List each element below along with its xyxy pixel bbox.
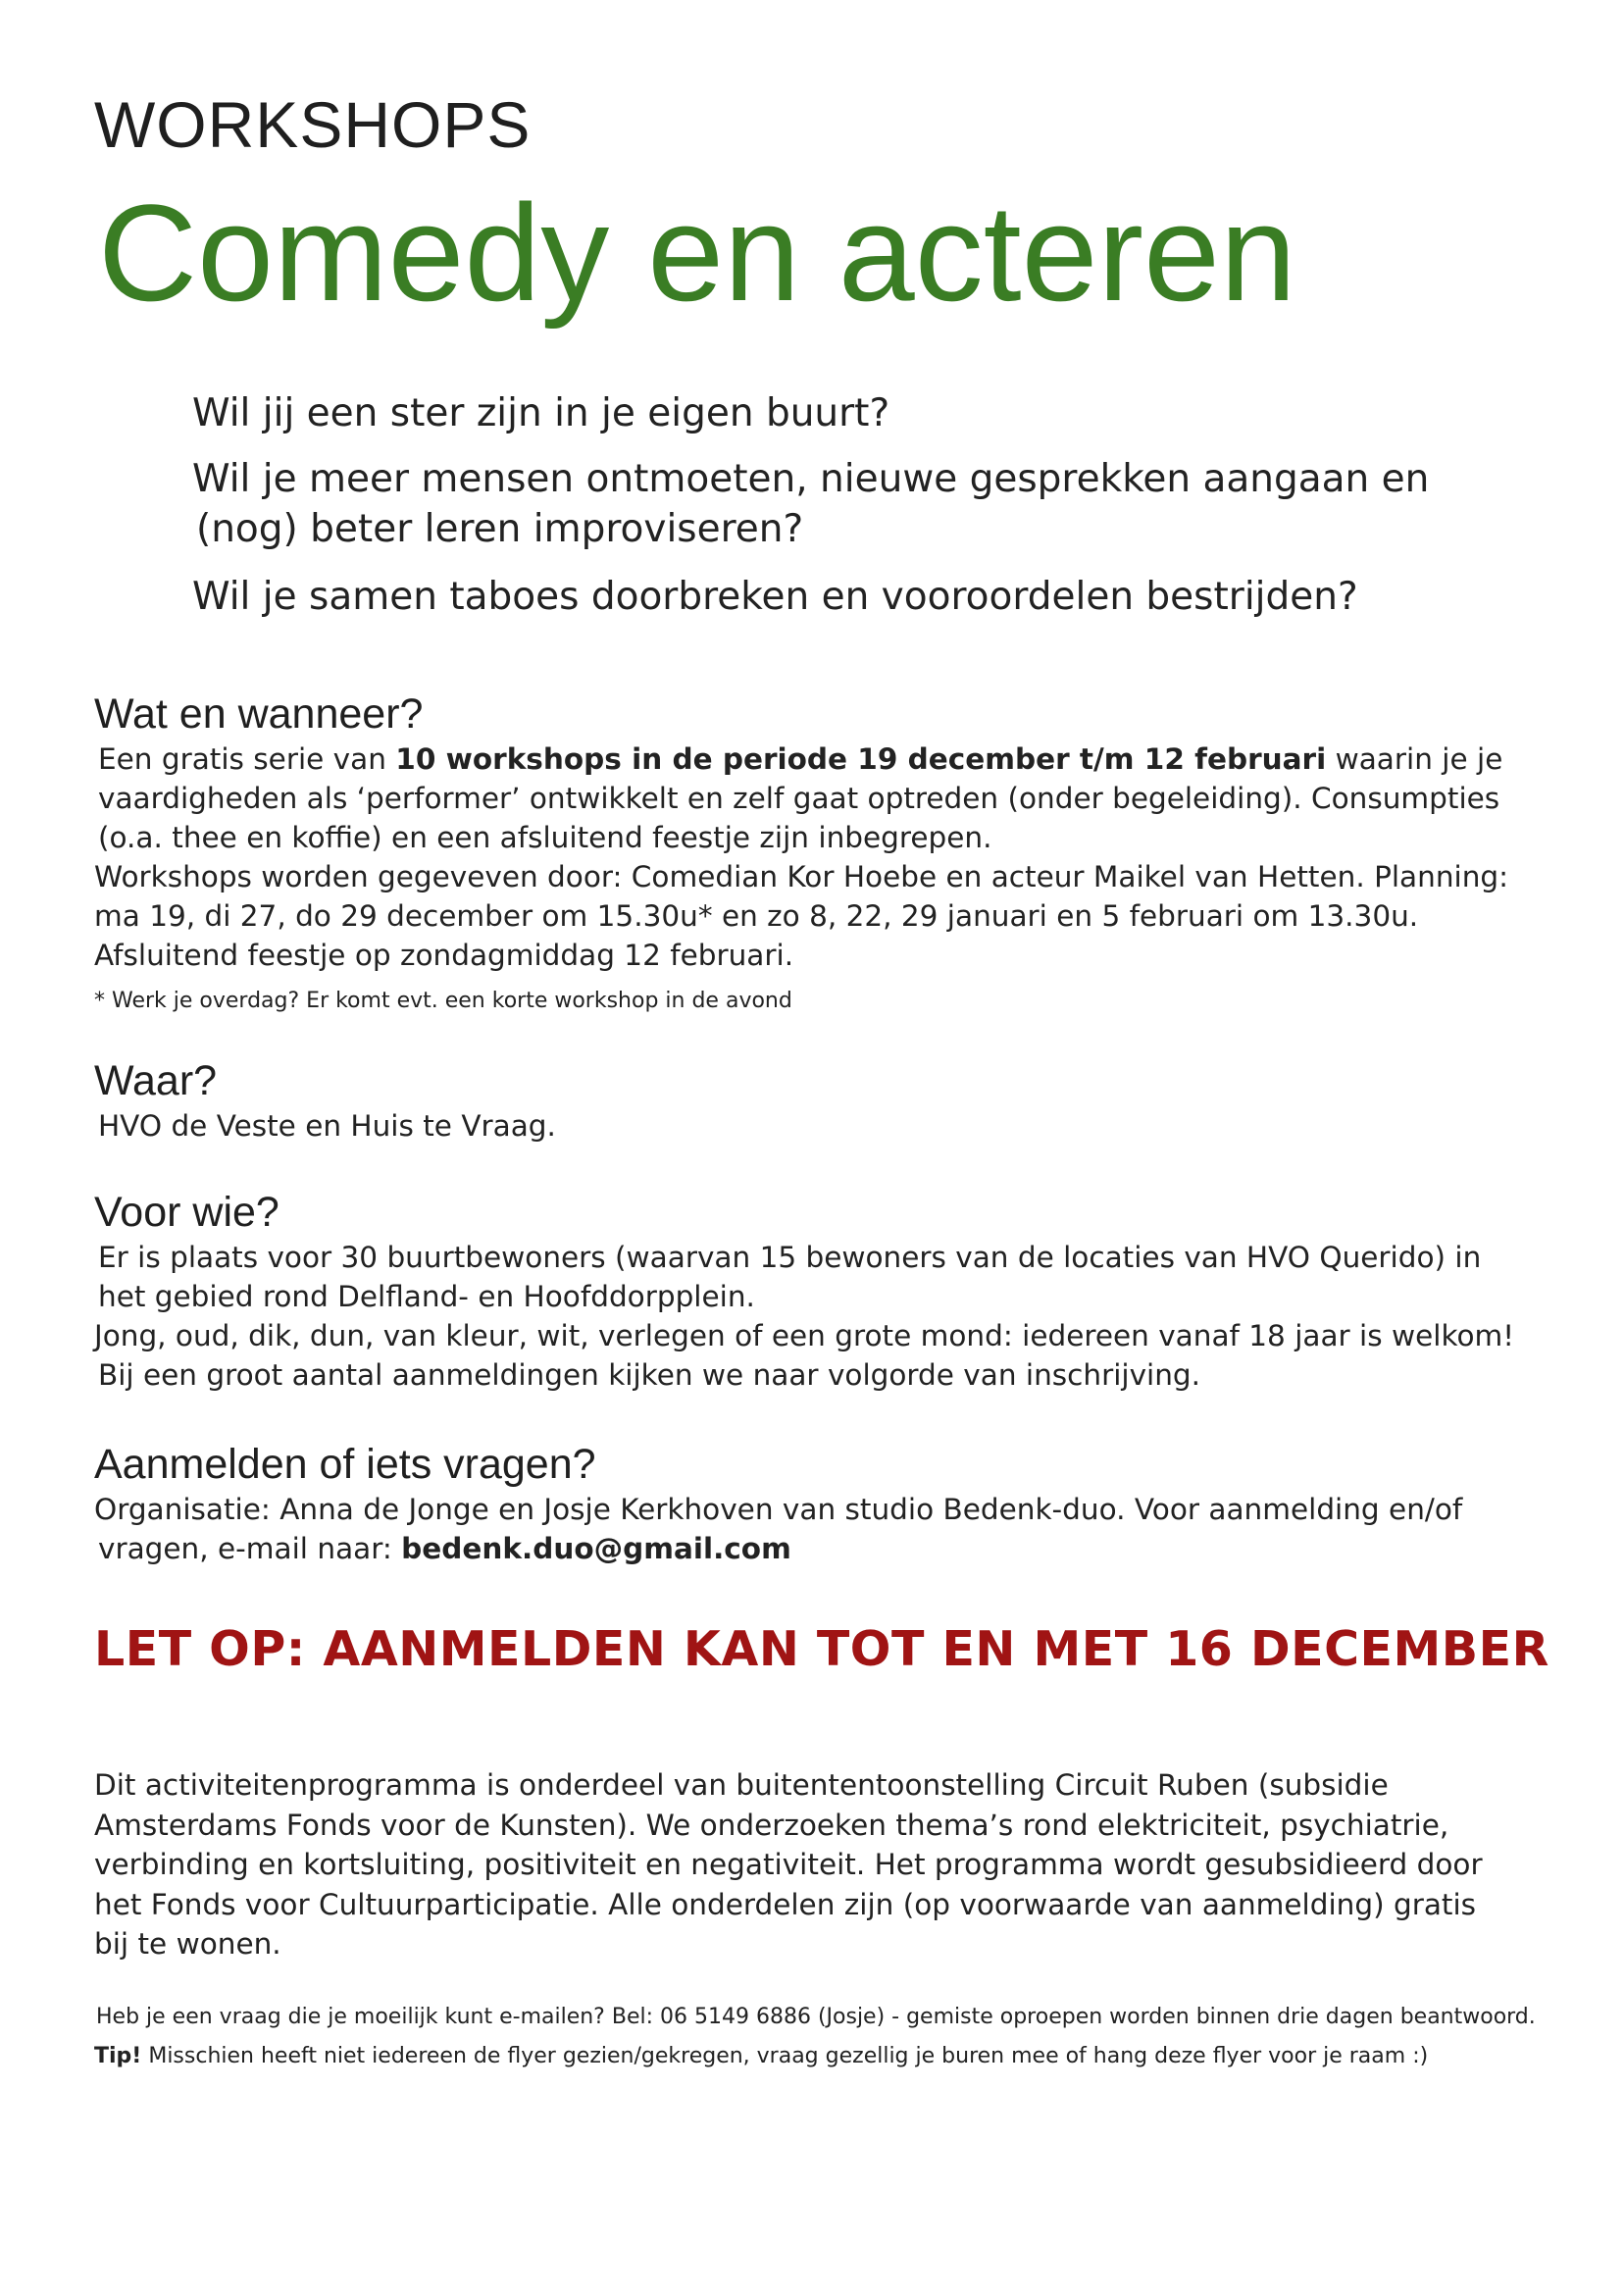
email-link[interactable]: bedenk.duo@gmail.com	[401, 1532, 791, 1565]
location-text: HVO de Veste en Huis te Vraag.	[98, 1109, 556, 1143]
intro-question-line: (nog) beter leren improviseren?	[196, 507, 804, 551]
tip-label: Tip!	[94, 2044, 142, 2068]
section-waar	[94, 1055, 1555, 1146]
planning-paragraph: Workshops worden gegeveven door: Comedian Kor Hoebe en acteur Maikel van Hetten. Planning: ma 19, di 27, do 29 december om 15.30u* en zo 8, 22, 29 januari en 5 februari om 13.30u. Afsluitend feestje op zondagmiddag 12 februari.	[94, 860, 1509, 972]
wat-highlight: 10 workshops in de periode 19 december t/m 12 februari	[395, 742, 1327, 776]
contact-line	[94, 1529, 1555, 1568]
tip-note	[94, 2037, 1565, 2076]
tip-text: Misschien heeft niet iedereen de flyer gezien/gekregen, vraag gezellig je buren mee of hang deze flyer voor je raam :)	[141, 2044, 1429, 2068]
section-heading: Aanmelden of iets vragen?	[94, 1441, 596, 1488]
intro-question-line: Wil je meer mensen ontmoeten, nieuwe gesprekken aangaan en	[192, 457, 1430, 501]
section-voor-wie	[94, 1187, 1555, 1395]
section-heading: Wat en wanneer?	[94, 690, 424, 738]
wat-paragraph	[94, 739, 1555, 857]
footer-notes	[94, 1998, 1565, 2076]
intro-question: Wil jij een ster zijn in je eigen buurt?	[192, 391, 890, 435]
section-wat-en-wanneer	[94, 688, 1555, 1016]
page-kicker: WORKSHOPS	[94, 88, 532, 161]
intro-question	[192, 454, 1467, 554]
deadline-alert: LET OP: AANMELDEN KAN TOT EN MET 16 DECEMBER	[94, 1621, 1549, 1677]
program-description: Dit activiteitenprogramma is onderdeel van buitententoonstelling Circuit Ruben (subsidie Amsterdams Fonds voor de Kunsten). We onderzoeken thema’s rond elektriciteit, psychiatrie, verbinding en kortsluiting, positiviteit en negativiteit. Het programma wordt gesubsidieerd door het Fonds voor Cultuurparticipatie. Alle onderdelen zijn (op voorwaarde van aanmelding) gratis bij te wonen.	[94, 1768, 1483, 1961]
phone-note: Heb je een vraag die je moeilijk kunt e-mailen? Bel: 06 5149 6886 (Josje) - gemiste oproepen worden binnen drie dagen beantwoord.	[96, 2005, 1536, 2029]
section-heading: Voor wie?	[94, 1189, 279, 1236]
wat-text: Een gratis serie van	[98, 742, 396, 776]
section-aanmelden	[94, 1439, 1555, 1568]
section-heading: Waar?	[94, 1057, 218, 1104]
intro-question: Wil je samen taboes doorbreken en vooroordelen bestrijden?	[192, 575, 1358, 619]
intro-questions	[192, 388, 1467, 637]
page-title: Comedy en acteren	[98, 176, 1296, 330]
organisation-text: Organisatie: Anna de Jonge en Josje Kerkhoven van studio Bedenk-duo. Voor aanmelding en/of	[94, 1493, 1463, 1526]
contact-text: vragen, e-mail naar:	[98, 1532, 402, 1565]
audience-paragraph: Jong, oud, dik, dun, van kleur, wit, verlegen of een grote mond: iedereen vanaf 18 jaar is welkom!	[94, 1319, 1515, 1352]
evening-note: * Werk je overdag? Er komt evt. een korte workshop in de avond	[94, 989, 792, 1013]
wat-text: waarin je je vaardigheden als ‘performer’ ontwikkelt en zelf gaat optreden (onder begeleiding). Consumpties (o.a. thee en koffie) en een afsluitend feestje zijn inbegrepen.	[98, 742, 1503, 854]
audience-paragraph: Bij een groot aantal aanmeldingen kijken we naar volgorde van inschrijving.	[98, 1358, 1201, 1392]
audience-paragraph: Er is plaats voor 30 buurtbewoners (waarvan 15 bewoners van de locaties van HVO Querido) in het gebied rond Delfland- en Hoofddorpplein.	[98, 1241, 1482, 1313]
